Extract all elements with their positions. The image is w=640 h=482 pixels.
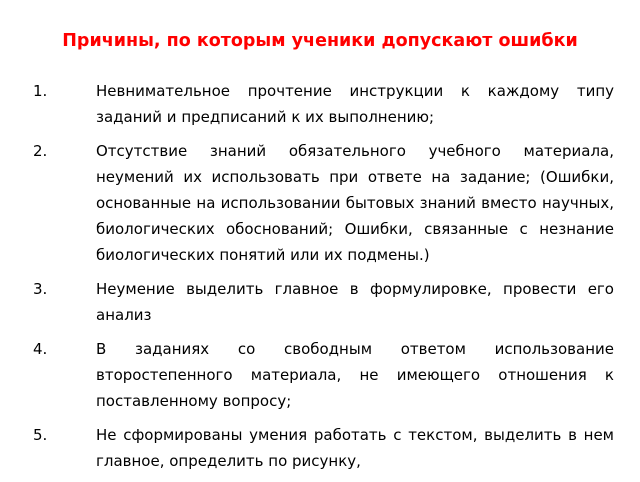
reasons-list (0, 78, 640, 482)
list-item-text: Невнимательное прочтение инструкции к каждому типу заданий и предписаний к их выполнению; (96, 82, 614, 126)
list-item-number: 5. (33, 426, 48, 444)
list-item-number: 4. (33, 340, 48, 358)
list-item-number: 2. (33, 142, 48, 160)
list-item (0, 336, 640, 414)
list-item-number: 3. (33, 280, 48, 298)
list-item-text: Не сформированы умения работать с текстом, выделить в нем главное, определить по рисунку, (96, 426, 614, 470)
list-item-text: В заданиях со свободным ответом использование второстепенного материала, не имеющего отношения к поставленному вопросу; (96, 340, 614, 410)
list-item (0, 422, 640, 474)
list-item-text: Отсутствие знаний обязательного учебного материала, неумений их использовать при ответе на задание; (Ошибки, основанные на использовании бытовых знаний вместо научных, биологических обоснований; Ошибки, связанные с незнание биологических понятий или их подмены.) (96, 142, 614, 264)
slide-title: Причины, по которым ученики допускают ошибки (62, 31, 578, 51)
list-item (0, 138, 640, 268)
list-item (0, 78, 640, 130)
list-item (0, 276, 640, 328)
list-item-text: Неумение выделить главное в формулировке, провести его анализ (96, 280, 614, 324)
list-item-number: 1. (33, 82, 48, 100)
